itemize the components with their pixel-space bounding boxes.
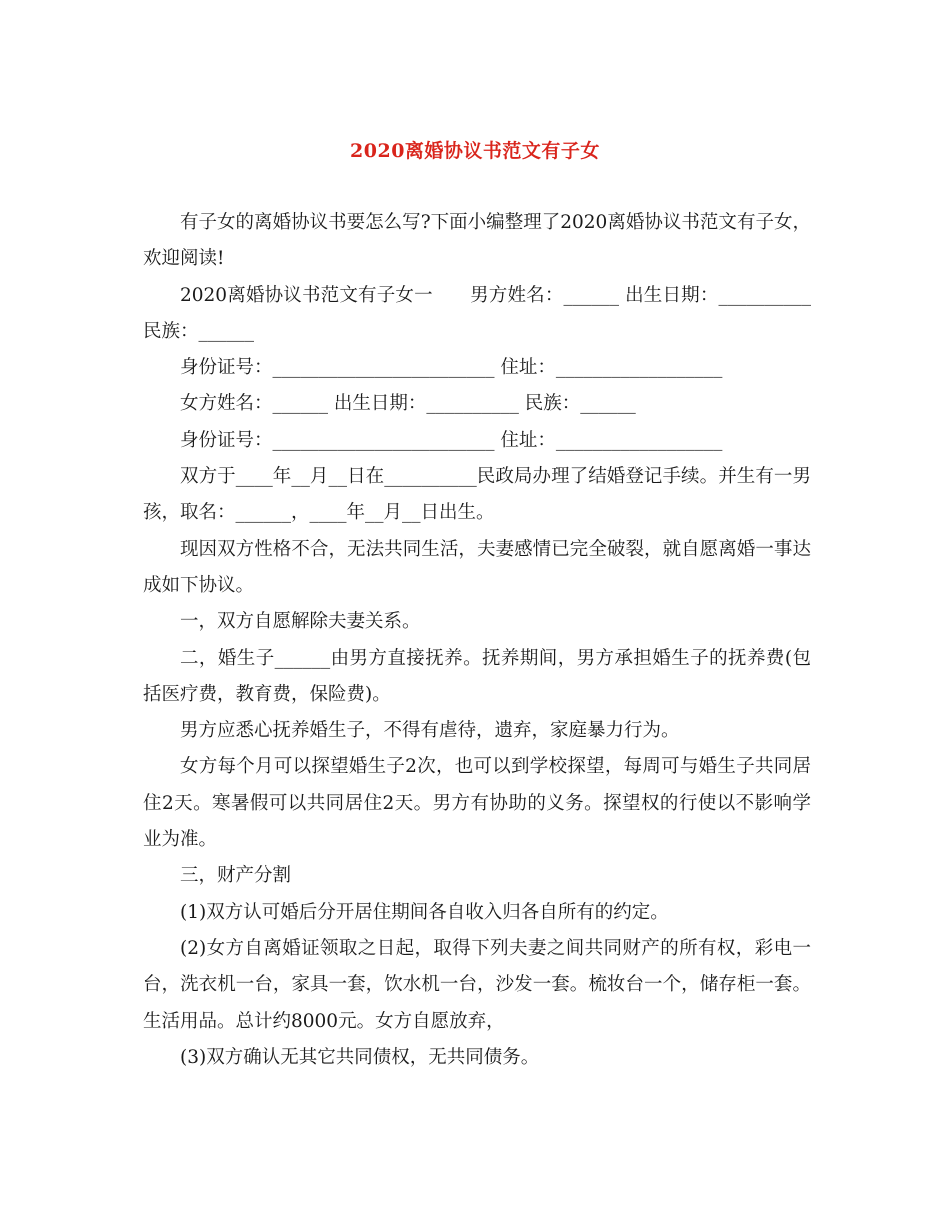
intro-paragraph: 有子女的离婚协议书要怎么写?下面小编整理了2020离婚协议书范文有子女，欢迎阅读! bbox=[143, 212, 811, 270]
document-body bbox=[143, 205, 811, 1076]
property-item-2: (2)女方自离婚证领取之日起，取得下列夫妻之间共同财产的所有权，彩电一台，洗衣机一台，家具一套，饮水机一台，沙发一套。梳妆台一个，储存柜一套。生活用品。总计约8000元。女方自愿放弃， bbox=[143, 937, 811, 1032]
custody-duty-paragraph: 男方应悉心抚养婚生子，不得有虐待，遗弃，家庭暴力行为。 bbox=[180, 720, 680, 742]
property-item-1: (1)双方认可婚后分开居住期间各自收入归各自所有的约定。 bbox=[180, 901, 669, 923]
visitation-paragraph: 女方每个月可以探望婚生子2次，也可以到学校探望，每周可与婚生子共同居住2天。寒暑假可以共同居住2天。男方有协助的义务。探望权的行使以不影响学业为准。 bbox=[143, 756, 811, 851]
marriage-registration-paragraph: 双方于____年__月__日在__________民政局办理了结婚登记手续。并生有一男孩，取名：______，____年__月__日出生。 bbox=[143, 466, 811, 524]
reason-paragraph: 现因双方性格不合，无法共同生活，夫妻感情已完全破裂，就自愿离婚一事达成如下协议。 bbox=[143, 538, 811, 596]
document-title: 2020离婚协议书范文有子女 bbox=[350, 140, 600, 162]
clause-one: 一，双方自愿解除夫妻关系。 bbox=[180, 611, 421, 633]
property-item-3: (3)双方确认无其它共同债权，无共同债务。 bbox=[180, 1046, 540, 1068]
female-id-line: 身份证号：________________________ 住址：__________________ bbox=[180, 429, 723, 451]
male-info-line: 2020离婚协议书范文有子女一 男方姓名：______ 出生日期：__________ 民族：______ bbox=[143, 284, 811, 342]
clause-three-heading: 三，财产分割 bbox=[180, 865, 292, 887]
clause-two: 二，婚生子______由男方直接抚养。抚养期间，男方承担婚生子的抚养费(包括医疗费，教育费，保险费)。 bbox=[143, 647, 811, 705]
female-info-line: 女方姓名：______ 出生日期：__________ 民族：______ bbox=[180, 393, 636, 415]
male-id-line: 身份证号：________________________ 住址：__________________ bbox=[180, 357, 723, 379]
